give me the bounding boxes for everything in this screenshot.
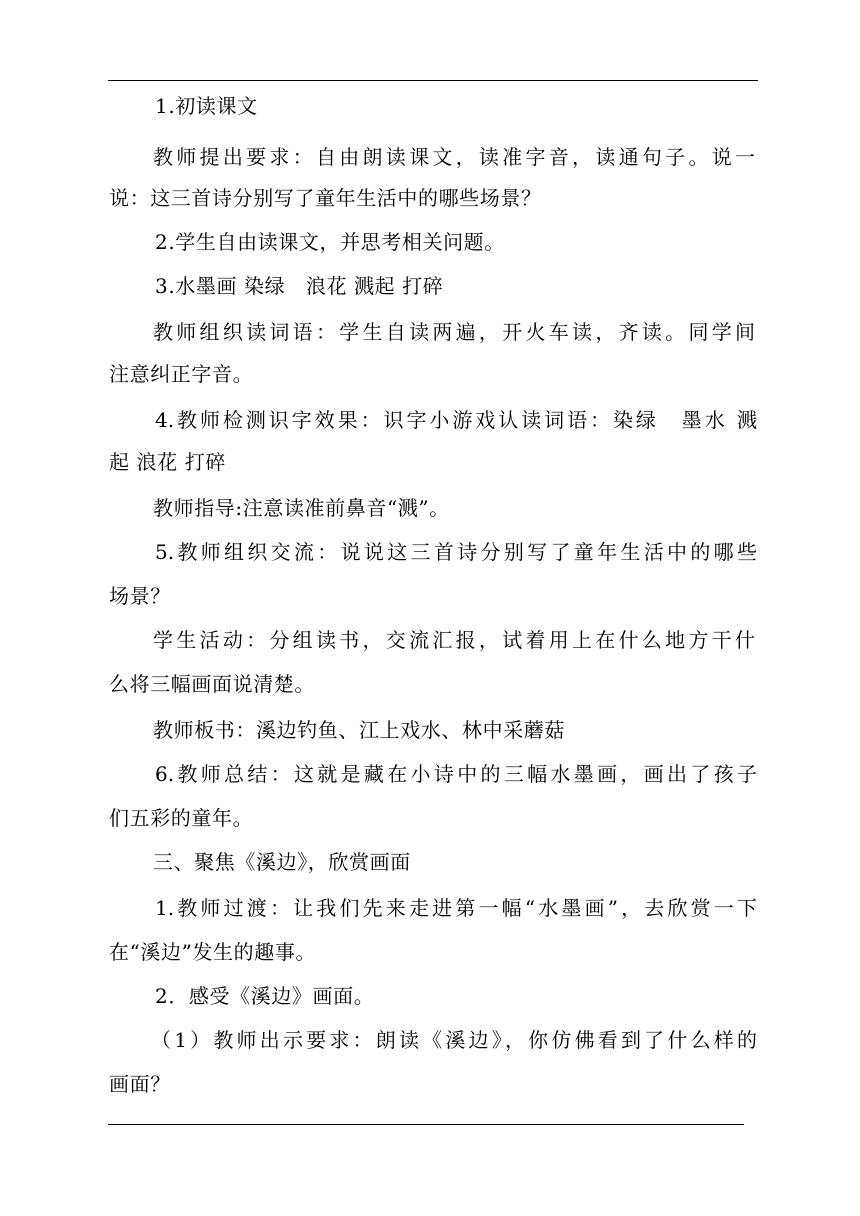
step-1-heading: 1.初读课文 — [155, 94, 258, 118]
footer-rule — [108, 1124, 744, 1125]
paragraph-line: 说：这三首诗分别写了童年生活中的哪些场景？ — [109, 186, 542, 210]
paragraph-line: 画面？ — [109, 1072, 171, 1096]
step-4-line: 4.教师检测识字效果：识字小游戏认读词语：染绿 墨水 溅 — [155, 408, 757, 432]
paragraph-line: 教师组织读词语：学生自读两遍，开火车读，齐读。同学间 — [153, 320, 755, 344]
paragraph-line: 起 浪花 打碎 — [109, 450, 226, 474]
step-3-line: 3.水墨画 染绿 浪花 溅起 打碎 — [155, 274, 444, 298]
paragraph-line: 教师板书：溪边钓鱼、江上戏水、林中采蘑菇 — [153, 718, 565, 742]
section-3-heading: 三、聚焦《溪边》，欣赏画面 — [153, 850, 411, 874]
paragraph-line: 2．感受《溪边》画面。 — [155, 984, 375, 1008]
paragraph-line: 学生活动：分组读书，交流汇报，试着用上在什么地方干什 — [153, 628, 755, 652]
paragraph-line: 们五彩的童年。 — [109, 806, 254, 830]
step-2-line: 2.学生自由读课文，并思考相关问题。 — [155, 230, 505, 254]
paragraph-line: （1）教师出示要求：朗读《溪边》，你仿佛看到了什么样的 — [151, 1028, 757, 1052]
step-6-line: 6.教师总结：这就是藏在小诗中的三幅水墨画，画出了孩子 — [155, 762, 757, 786]
paragraph-line: 教师指导:注意读准前鼻音“溅”。 — [153, 496, 450, 520]
paragraph-line: 么将三幅画面说清楚。 — [109, 672, 315, 696]
paragraph-line: 注意纠正字音。 — [109, 362, 254, 386]
step-5-line: 5.教师组织交流：说说这三首诗分别写了童年生活中的哪些 — [155, 540, 757, 564]
paragraph-line: 教师提出要求：自由朗读课文，读准字音，读通句子。说一 — [153, 145, 755, 169]
paragraph-line: 场景？ — [109, 584, 171, 608]
header-rule — [108, 80, 758, 81]
paragraph-line: 在“溪边”发生的趣事。 — [109, 940, 317, 964]
paragraph-line: 1.教师过渡：让我们先来走进第一幅“水墨画”，去欣赏一下 — [155, 896, 757, 920]
